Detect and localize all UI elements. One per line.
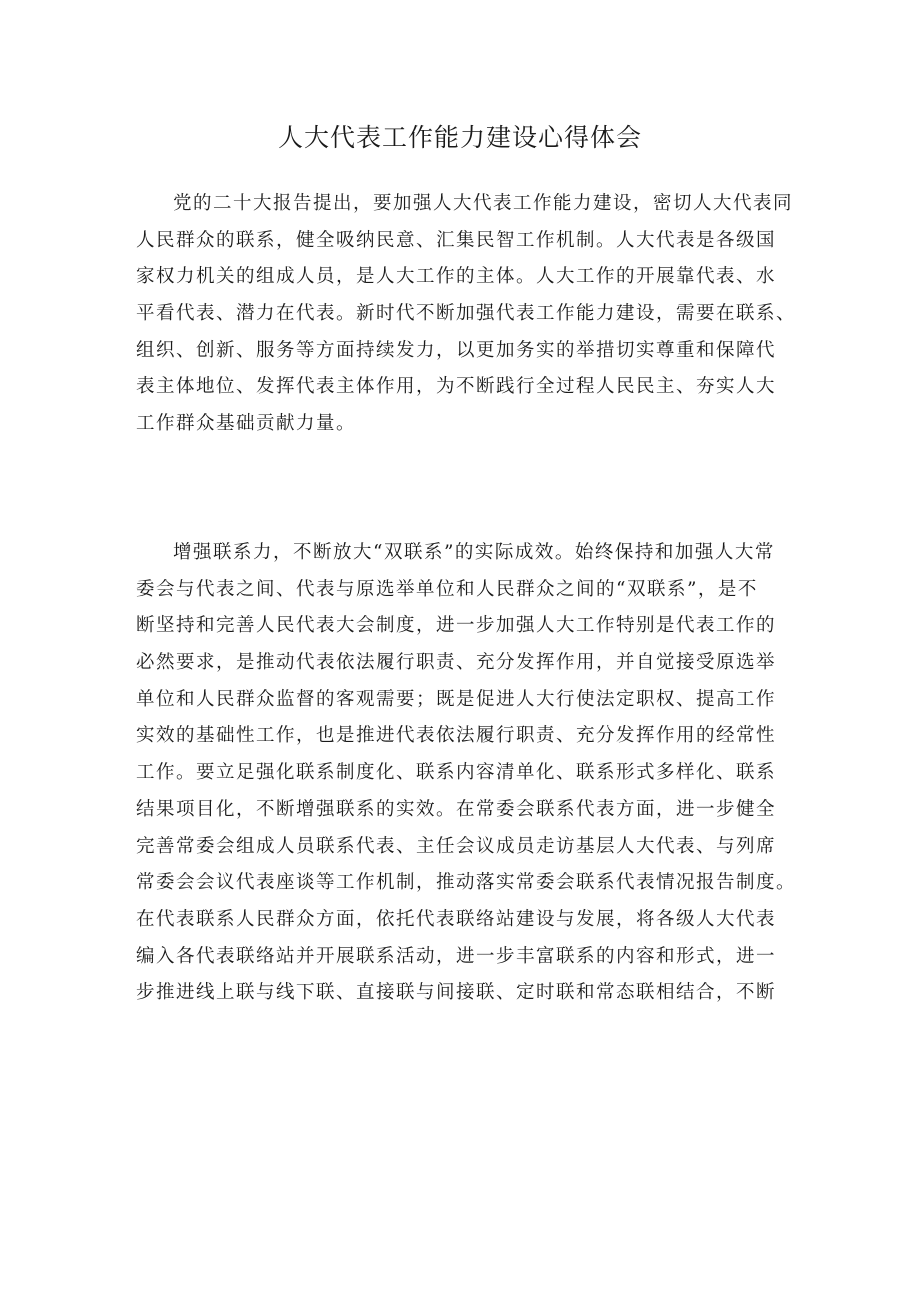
paragraph-line: 增强联系力，不断放大“双联系”的实际成效。始终保持和加强人大常 [173, 542, 775, 563]
paragraph-line: 平看代表、潜力在代表。新时代不断加强代表工作能力建设，需要在联系、 [136, 303, 797, 325]
paragraph-1 [136, 186, 826, 443]
paragraph-line: 实效的基础性工作，也是推进代表依法履行职责、充分发挥作用的经常性 [136, 725, 777, 747]
paragraph-line: 家权力机关的组成人员，是人大工作的主体。人大工作的开展靠代表、水 [136, 266, 777, 288]
paragraph-line: 工作群众基础贡献力量。 [136, 413, 357, 435]
paragraph-2 [136, 535, 826, 1012]
paragraph-line: 党的二十大报告提出，要加强人大代表工作能力建设，密切人大代表同 [173, 193, 794, 214]
document-title: 人大代表工作能力建设心得体会 [277, 123, 642, 152]
paragraph-line: 常委会会议代表座谈等工作机制，推动落实常委会联系代表情况报告制度。 [136, 872, 797, 894]
paragraph-line: 完善常委会组成人员联系代表、主任会议成员走访基层人大代表、与列席 [136, 835, 777, 857]
paragraph-line: 编入各代表联络站并开展联系活动，进一步丰富联系的内容和形式，进一 [136, 945, 777, 967]
paragraph-line: 单位和人民群众监督的客观需要；既是促进人大行使法定职权、提高工作 [136, 688, 777, 710]
paragraph-line: 步推进线上联与线下联、直接联与间接联、定时联和常态联相结合，不断 [136, 982, 777, 1004]
paragraph-line: 表主体地位、发挥代表主体作用，为不断践行全过程人民民主、夯实人大 [136, 376, 777, 398]
paragraph-line: 结果项目化，不断增强联系的实效。在常委会联系代表方面，进一步健全 [136, 798, 777, 820]
paragraph-line: 人民群众的联系，健全吸纳民意、汇集民智工作机制。人大代表是各级国 [136, 229, 777, 251]
paragraph-line: 工作。要立足强化联系制度化、联系内容清单化、联系形式多样化、联系 [136, 762, 777, 784]
paragraph-line: 委会与代表之间、代表与原选举单位和人民群众之间的“双联系”，是不 [136, 578, 758, 600]
paragraph-line: 断坚持和完善人民代表大会制度，进一步加强人大工作特别是代表工作的 [136, 615, 777, 637]
paragraph-line: 组织、创新、服务等方面持续发力，以更加务实的举措切实尊重和保障代 [136, 339, 777, 361]
paragraph-line: 在代表联系人民群众方面，依托代表联络站建设与发展，将各级人大代表 [136, 908, 777, 930]
paragraph-line: 必然要求，是推动代表依法履行职责、充分发挥作用，并自觉接受原选举 [136, 652, 777, 674]
